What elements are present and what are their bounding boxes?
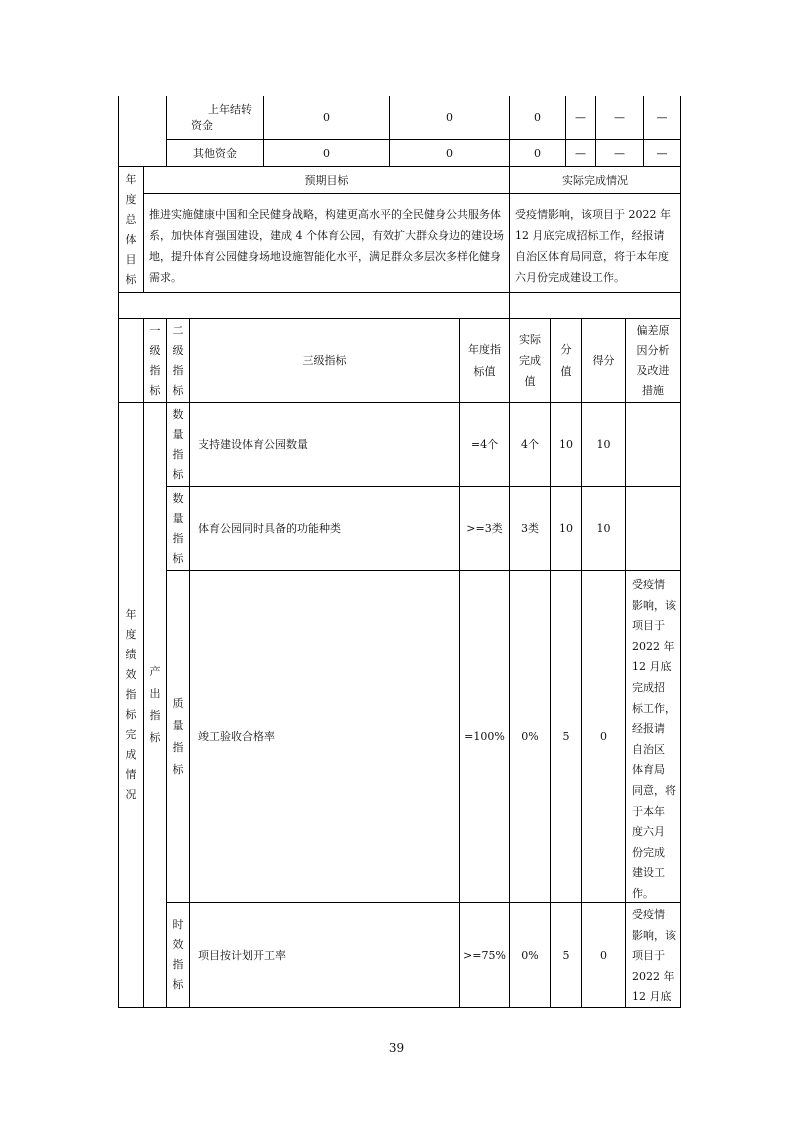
indicator-target: >=3类 bbox=[466, 522, 503, 535]
label-line: 年度指 bbox=[468, 342, 501, 356]
indicator-weight: 5 bbox=[562, 730, 570, 743]
carryover-value-2: 0 bbox=[446, 111, 453, 124]
other-value-2: 0 bbox=[446, 146, 453, 160]
label-char: 成 bbox=[125, 748, 137, 761]
deviation-header bbox=[626, 319, 680, 402]
label-char: 度 bbox=[125, 192, 137, 206]
label-line: 标值 bbox=[473, 364, 496, 378]
indicator-deviation bbox=[626, 903, 680, 1007]
deviation-line: 12 月底 bbox=[632, 990, 672, 1004]
label-char: 标 bbox=[172, 467, 184, 481]
indicator-level2 bbox=[167, 571, 189, 902]
carryover-value-4: — bbox=[575, 111, 586, 124]
level1-header bbox=[144, 319, 166, 402]
indicator-target: =4个 bbox=[470, 438, 499, 451]
target-header bbox=[460, 319, 509, 402]
label-char: 级 bbox=[172, 343, 184, 357]
label-char: 年 bbox=[125, 608, 137, 621]
other-value-3: 0 bbox=[534, 146, 541, 160]
label-char: 标 bbox=[172, 978, 184, 991]
deviation-line: 影响，该 bbox=[632, 598, 676, 612]
deviation-line: 12 月底 bbox=[632, 660, 672, 674]
label-char: 目 bbox=[125, 252, 137, 266]
label-char: 况 bbox=[125, 788, 137, 801]
deviation-line: 2022 年 bbox=[632, 639, 675, 653]
deviation-line: 影响，该 bbox=[632, 928, 676, 942]
score-header: 得分 bbox=[592, 354, 615, 367]
label-line: 因分析 bbox=[636, 343, 670, 357]
indicator-weight: 10 bbox=[559, 522, 573, 535]
label-char: 指 bbox=[149, 363, 161, 377]
indicator-score: 0 bbox=[600, 948, 607, 962]
deviation-line: 建设工 bbox=[632, 866, 665, 880]
label-char: 标 bbox=[172, 551, 184, 565]
label-line: 实际 bbox=[519, 333, 541, 346]
actual-header bbox=[510, 319, 550, 402]
deviation-line: 份完成 bbox=[632, 845, 665, 859]
indicator-score: 10 bbox=[596, 522, 611, 535]
deviation-line: 2022 年 bbox=[632, 969, 675, 983]
level3-header: 三级指标 bbox=[302, 354, 347, 367]
indicator-name: 支持建设体育公园数量 bbox=[198, 438, 308, 451]
expected-goal-header: 预期目标 bbox=[304, 173, 349, 187]
expected-goal-text: 推进实施健康中国和全民健身战略，构建更高水平的全民健身公共服务体系，加快体育强国建设，建成 4 个体育公园，有效扩大群众身边的建设场地，提升体育公园健身场地设施智能化水平，满足群众多层次多样化健身需求。 bbox=[149, 208, 504, 284]
label-char: 完 bbox=[125, 728, 137, 741]
label-char: 效 bbox=[172, 938, 184, 951]
label-char: 标 bbox=[149, 731, 161, 744]
indicator-score: 10 bbox=[596, 438, 611, 451]
label-char: 指 bbox=[172, 740, 184, 754]
label-char: 指 bbox=[172, 531, 184, 545]
label-line: 措施 bbox=[642, 383, 664, 397]
label-line: 资金 bbox=[191, 118, 213, 132]
label-char: 情 bbox=[125, 768, 137, 781]
indicator-weight: 5 bbox=[562, 948, 570, 962]
label-char: 产 bbox=[149, 665, 161, 678]
actual-completion-header: 实际完成情况 bbox=[562, 173, 628, 187]
label-char: 标 bbox=[172, 383, 184, 397]
output-indicator-label bbox=[144, 403, 166, 1007]
deviation-line: 项目于 bbox=[632, 949, 665, 963]
deviation-line: 标工作， bbox=[632, 701, 676, 715]
indicator-level2 bbox=[167, 487, 189, 570]
label-line: 完成 bbox=[519, 354, 541, 367]
label-char: 质 bbox=[172, 696, 184, 710]
overall-goal-side-label bbox=[119, 167, 143, 292]
label-char: 指 bbox=[149, 709, 161, 722]
deviation-line: 受疫情 bbox=[632, 578, 665, 591]
indicator-target: >=75% bbox=[463, 948, 506, 962]
label-char: 指 bbox=[172, 447, 184, 461]
indicator-name: 项目按计划开工率 bbox=[198, 948, 286, 962]
label-char: 度 bbox=[125, 628, 137, 641]
label-char: 量 bbox=[172, 511, 184, 525]
carryover-value-3: 0 bbox=[534, 111, 541, 124]
deviation-line: 于本年 bbox=[632, 804, 665, 818]
indicator-actual: 0% bbox=[521, 948, 539, 962]
indicator-target: =100% bbox=[464, 730, 505, 743]
label-char: 标 bbox=[125, 708, 137, 721]
indicator-actual: 0% bbox=[521, 730, 539, 743]
indicator-score: 0 bbox=[600, 730, 607, 743]
label-line: 上年结转 bbox=[208, 102, 252, 116]
label-char: 时 bbox=[172, 918, 184, 931]
label-char: 标 bbox=[125, 272, 137, 286]
indicator-level2 bbox=[167, 403, 189, 486]
weight-header bbox=[551, 319, 581, 402]
label-char: 年 bbox=[125, 172, 137, 186]
deviation-line: 项目于 bbox=[632, 619, 665, 633]
label-char: 指 bbox=[125, 688, 137, 701]
deviation-line: 度六月 bbox=[632, 825, 665, 839]
deviation-line: 受疫情 bbox=[632, 908, 665, 921]
indicator-weight: 10 bbox=[559, 438, 573, 451]
label-line: 分 bbox=[560, 342, 572, 356]
label-char: 体 bbox=[125, 232, 137, 246]
deviation-line: 体育局 bbox=[632, 763, 665, 777]
indicator-level2 bbox=[167, 903, 189, 1007]
deviation-line: 自治区 bbox=[632, 742, 665, 756]
carryover-value-1: 0 bbox=[323, 111, 330, 124]
label-char: 级 bbox=[149, 343, 161, 357]
indicator-actual: 4个 bbox=[521, 438, 539, 451]
label-char: 指 bbox=[172, 363, 184, 377]
indicator-name: 竣工验收合格率 bbox=[198, 730, 275, 743]
indicator-deviation bbox=[626, 571, 680, 902]
deviation-line: 完成招 bbox=[632, 680, 665, 694]
label-char: 出 bbox=[149, 687, 161, 700]
other-funds-label: 其他资金 bbox=[193, 146, 237, 160]
label-char: 总 bbox=[125, 212, 137, 226]
label-char: 量 bbox=[172, 718, 184, 732]
grid-line bbox=[118, 292, 681, 293]
label-char: 二 bbox=[172, 323, 184, 337]
label-char: 指 bbox=[172, 958, 184, 971]
label-line: 值 bbox=[524, 375, 536, 388]
label-line: 偏差原 bbox=[636, 323, 670, 337]
label-char: 量 bbox=[172, 427, 184, 441]
other-value-6: — bbox=[656, 146, 668, 160]
indicator-name: 体育公园同时具备的功能种类 bbox=[198, 522, 341, 535]
carryover-funds-label bbox=[167, 96, 263, 139]
deviation-line: 经报请 bbox=[632, 722, 665, 736]
label-char: 效 bbox=[125, 668, 137, 681]
level2-header bbox=[167, 319, 189, 402]
label-char: 数 bbox=[172, 491, 184, 505]
other-value-4: — bbox=[575, 146, 586, 160]
indicator-actual: 3类 bbox=[521, 522, 539, 535]
deviation-line: 作。 bbox=[632, 886, 654, 900]
label-line: 及改进 bbox=[636, 363, 670, 377]
table-border-right bbox=[680, 96, 681, 1008]
label-char: 绩 bbox=[125, 648, 137, 661]
carryover-value-5: — bbox=[614, 111, 625, 124]
page-number: 39 bbox=[388, 1041, 405, 1055]
label-char: 一 bbox=[149, 323, 161, 337]
other-value-1: 0 bbox=[323, 146, 330, 160]
performance-section-label bbox=[119, 403, 143, 1007]
label-char: 标 bbox=[149, 383, 161, 397]
other-value-5: — bbox=[614, 146, 625, 160]
actual-completion-text: 受疫情影响，该项目于 2022 年 12 月底完成招标工作，经报请自治区体育局同意，将于本年度六月份完成建设工作。 bbox=[515, 208, 671, 284]
label-line: 值 bbox=[560, 364, 572, 378]
deviation-line: 同意，将 bbox=[632, 783, 676, 797]
label-char: 标 bbox=[172, 762, 184, 776]
label-char: 数 bbox=[172, 407, 184, 421]
grid-line bbox=[118, 1007, 681, 1008]
carryover-value-6: — bbox=[656, 111, 668, 124]
